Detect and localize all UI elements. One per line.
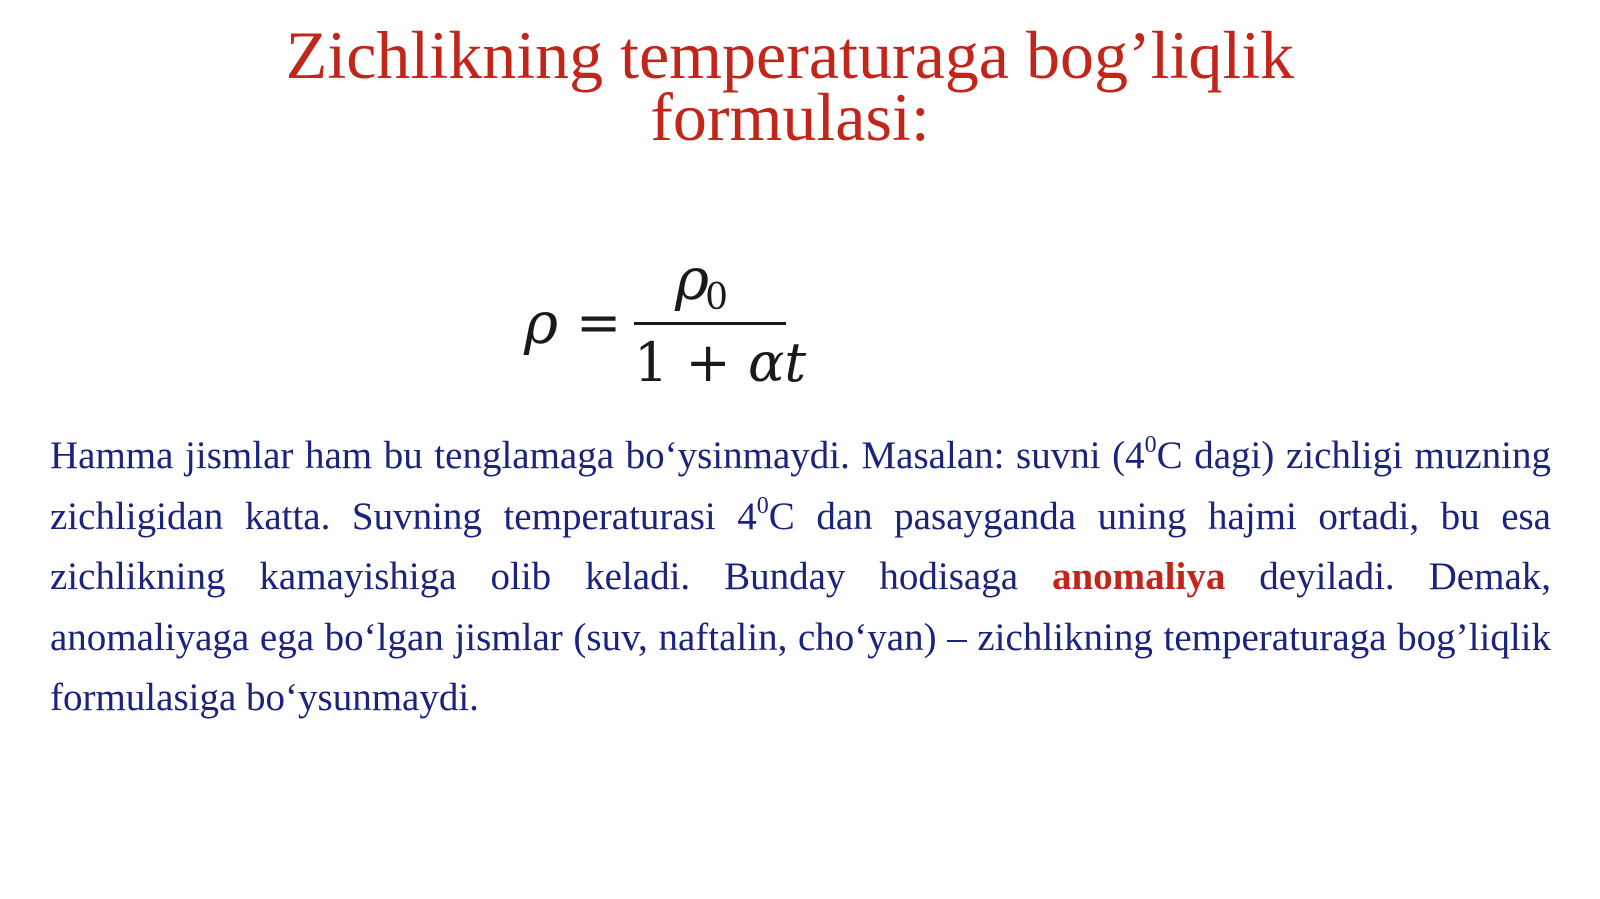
formula-numerator-rho: ρ	[675, 245, 710, 313]
slide-title-line-2: formulasi:	[650, 79, 930, 155]
formula-rho: ρ	[524, 289, 559, 357]
body-text-segment-4: deyiladi. Demak, anomaliyaga ega bo‘lgan jismlar (suv, naftalin, cho‘yan) – zichlikning temperaturaga bog’liqlik formulasiga bo‘ysunmaydi.	[50, 555, 1552, 719]
body-text-segment-1: Hamma jismlar ham bu tenglamaga bo‘ysinmaydi. Masalan: suvni (4	[50, 434, 1145, 477]
formula-denominator-one: 1	[634, 331, 669, 394]
formula-fraction-bar	[634, 322, 786, 325]
degree-superscript-2: 0	[756, 492, 769, 519]
formula-equals-sign: =	[576, 291, 622, 354]
body-text-segment-3: C dan pasayganda uning hajmi ortadi, bu esa zichlikning kamayishiga olib keladi. Bunday hodisaga	[50, 494, 1551, 598]
formula-numerator	[675, 245, 729, 318]
density-formula	[500, 245, 820, 415]
degree-superscript-1: 0	[1144, 432, 1157, 458]
body-paragraph	[50, 426, 1551, 729]
formula-denominator	[634, 331, 806, 394]
body-text-segment-2: C dagi) zichligi muzning zichligidan katta. Suvning temperaturasi 4	[50, 434, 1551, 538]
anomaliya-highlight: anomaliya	[1051, 555, 1226, 598]
slide-title	[190, 17, 1390, 155]
slide-title-line-1: Zichlikning temperaturaga bog’liqlik	[285, 17, 1295, 93]
formula-denominator-plus: +	[685, 331, 731, 394]
formula-numerator-subscript: 0	[705, 277, 729, 318]
formula-denominator-alpha-t: αt	[747, 331, 807, 394]
